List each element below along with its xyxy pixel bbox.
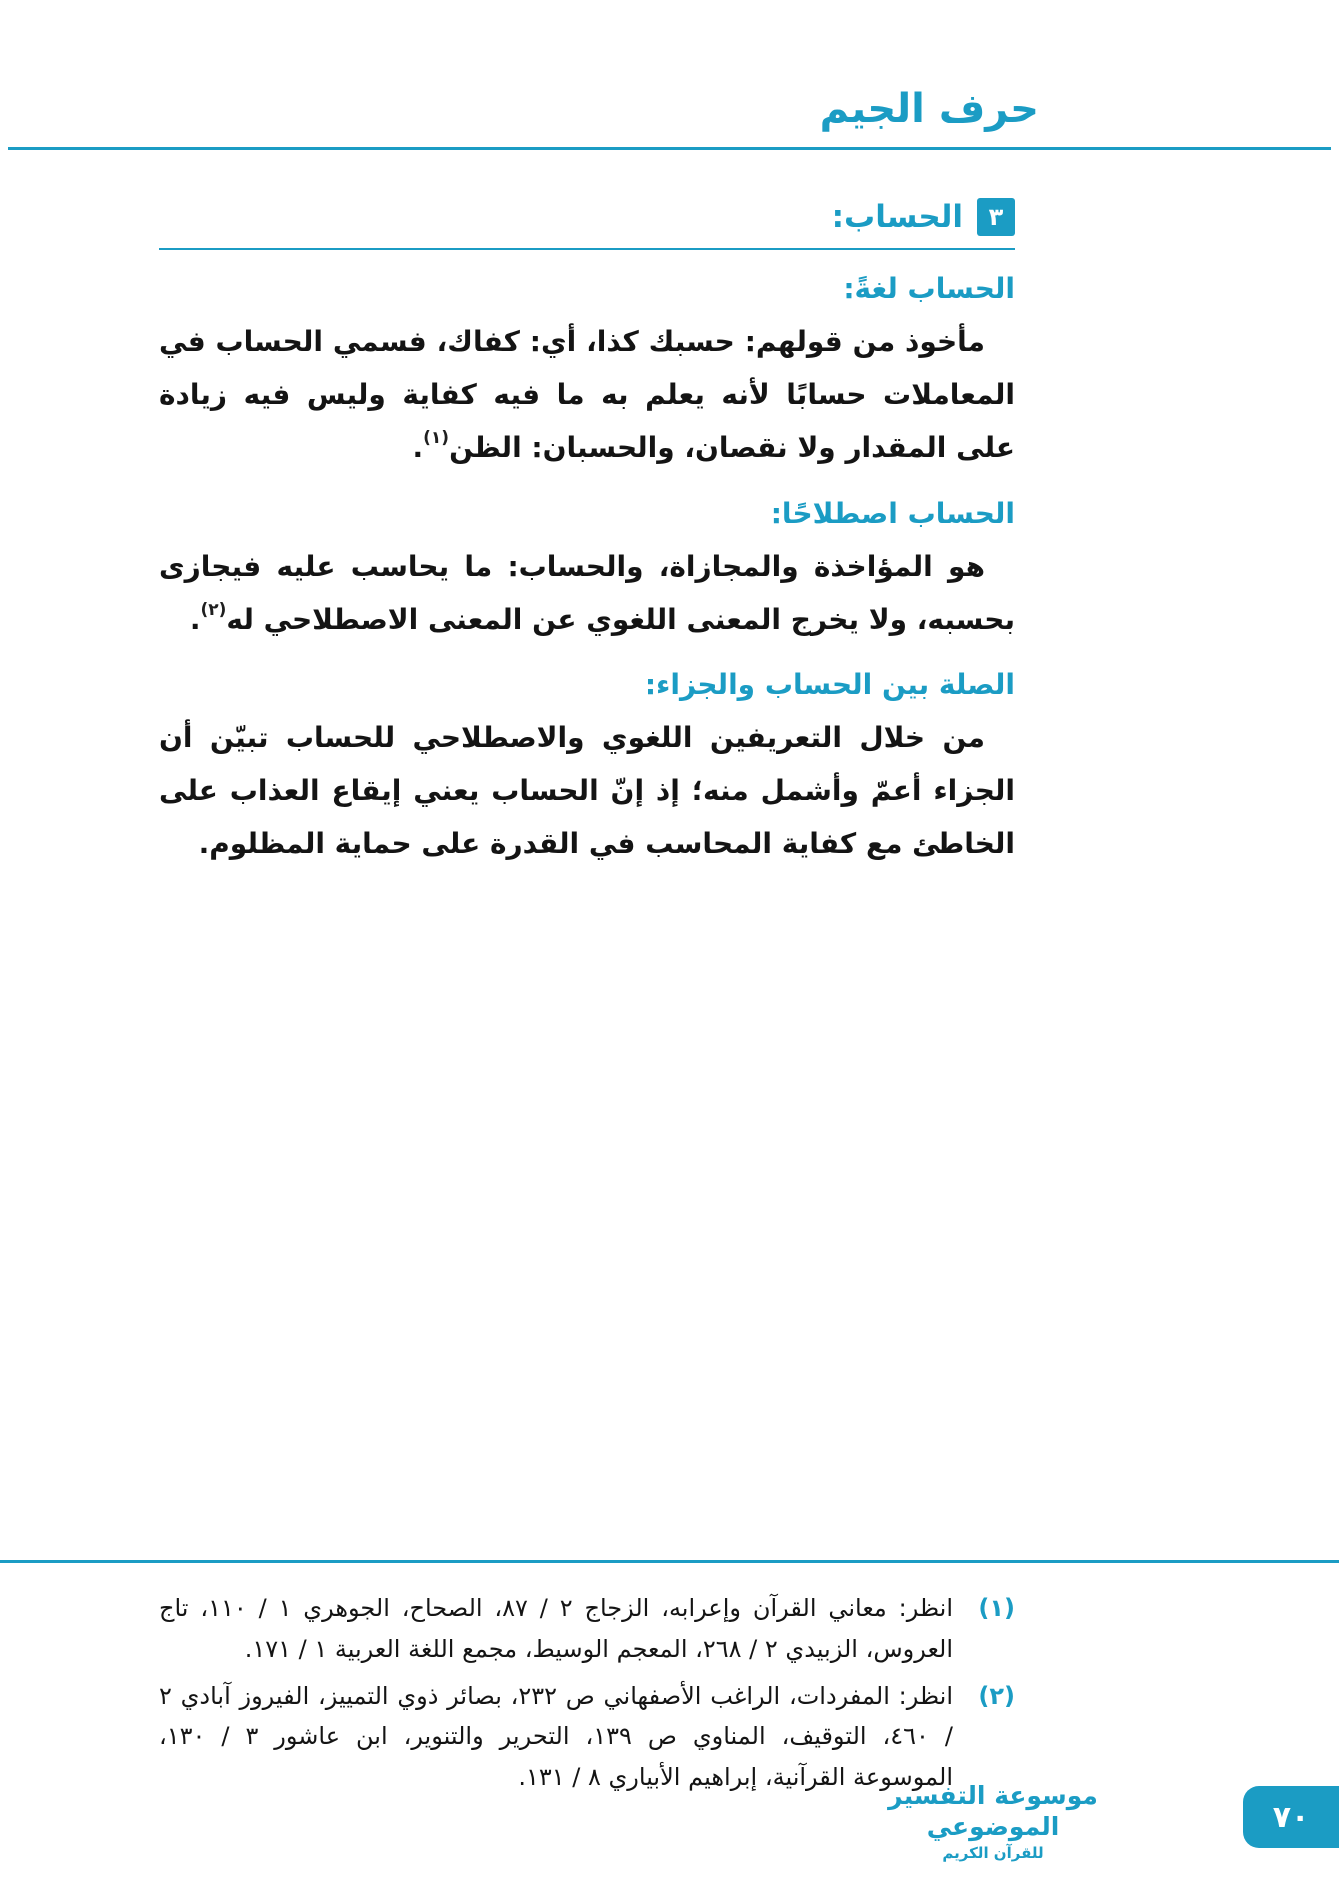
subheading-sila: الصلة بين الحساب والجزاء:: [644, 667, 1015, 701]
main-content: [159, 198, 1015, 875]
page-number: ٧٠: [1272, 1799, 1310, 1835]
publisher-logo-title: موسوعة التفسير الموضوعي: [888, 1780, 1098, 1841]
footnotes: [159, 1588, 1015, 1804]
subheading-lugha: الحساب لغةً:: [843, 272, 1015, 305]
footnote-marker-2: (٢): [978, 1681, 1015, 1710]
footnote-text-2: انظر: المفردات، الراغب الأصفهاني ص ٢٣٢، بصائر ذوي التمييز، الفيروز آبادي ٢ / ٤٦٠، التوقيف، المناوي ص ١٣٩، التحرير والتنوير، ابن عاشور ٣ / ١٣٠، الموسوعة القرآنية، إبراهيم الأبياري ٨ / ١٣١.: [159, 1681, 954, 1792]
publisher-logo-subtitle: للقرآن الكريم: [942, 1844, 1044, 1862]
page-number-badge: [1243, 1786, 1339, 1848]
paragraph-istilah-period: .: [189, 602, 201, 636]
chapter-header-calligraphy: حرف الجيم: [819, 86, 1039, 132]
section-title: الحساب:: [831, 199, 963, 235]
paragraph-lugha-text: مأخوذ من قولهم: حسبك كذا، أي: كفاك، فسمي الحساب في المعاملات حسابًا لأنه يعلم به ما فيه كفاية وليس فيه زيادة على المقدار ولا نقصان، والحسبان: الظن: [159, 325, 1015, 465]
footnote-text-1: انظر: معاني القرآن وإعرابه، الزجاج ٢ / ٨٧، الصحاح، الجوهري ١ / ١١٠، تاج العروس، الزبيدي ٢ / ٢٦٨، المعجم الوسيط، مجمع اللغة العربية ١ / ١٧١.: [159, 1594, 953, 1663]
section-number-badge: ٣: [977, 198, 1015, 236]
subheading-istilah: الحساب اصطلاحًا:: [770, 496, 1015, 530]
paragraph-istilah-text: هو المؤاخذة والمجازاة، والحساب: ما يحاسب عليه فيجازى بحسبه، ولا يخرج المعنى اللغوي عن المعنى الاصطلاحي له: [159, 549, 1015, 636]
footnote-ref-2: (٢): [200, 599, 227, 620]
paragraph-lugha: [159, 315, 1015, 475]
publisher-logo: [883, 1780, 1103, 1863]
header-rule: [8, 147, 1331, 150]
paragraph-sila-text: من خلال التعريفين اللغوي والاصطلاحي للحساب تبيّن أن الجزاء أعمّ وأشمل منه؛ إذ إنّ الحساب يعني إيقاع العذاب على الخاطئ مع كفاية المحاسب في القدرة على حماية المظلوم.: [159, 720, 1015, 861]
paragraph-istilah: [159, 540, 1015, 646]
footnote-separator-rule: [0, 1560, 1339, 1563]
paragraph-sila: [159, 711, 1015, 871]
paragraph-lugha-period: .: [412, 431, 424, 465]
footnote-ref-1: (١): [423, 428, 450, 449]
footnote-item-1: [159, 1588, 1015, 1670]
section-header: [159, 198, 1015, 250]
footnote-marker-1: (١): [978, 1594, 1015, 1622]
